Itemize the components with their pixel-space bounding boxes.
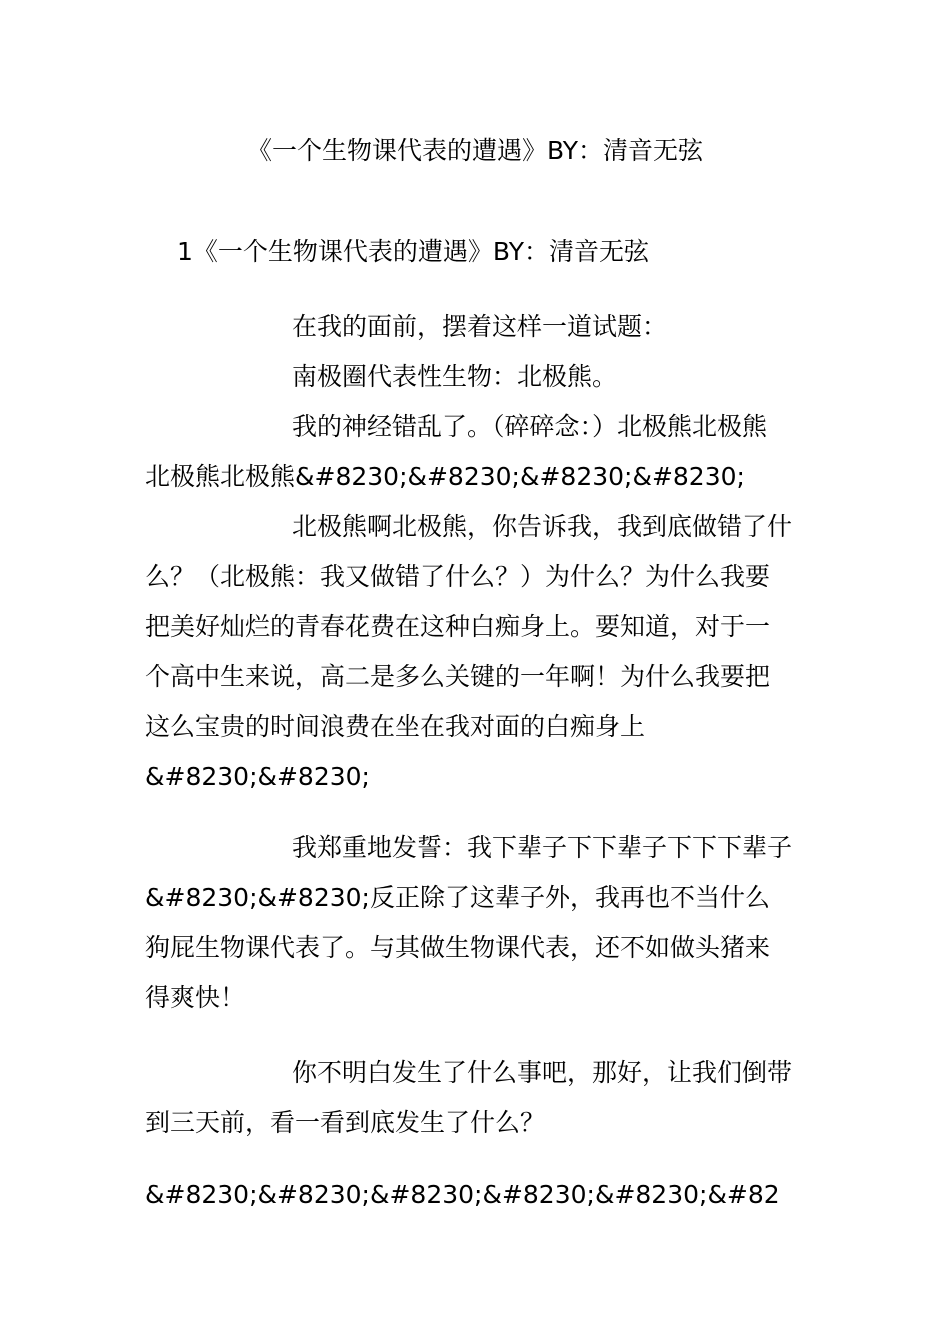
paragraph-line: &#8230;&#8230;反正除了这辈子外，我再也不当什么 xyxy=(145,883,770,912)
paragraph xyxy=(145,823,810,1023)
paragraph-line: 得爽快！ xyxy=(145,983,246,1012)
paragraph xyxy=(145,302,810,802)
paragraph-line: 这么宝贵的时间浪费在坐在我对面的白痴身上 xyxy=(145,712,646,741)
paragraph-line: 北极熊啊北极熊，你告诉我，我到底做错了什 xyxy=(292,512,793,541)
paragraph-line: 我的神经错乱了。（碎碎念：）北极熊北极熊 xyxy=(292,412,768,441)
paragraph-line: &#8230;&#8230;&#8230;&#8230;&#8230;&#82 xyxy=(145,1180,780,1209)
document-subtitle: 1《一个生物课代表的遭遇》BY：清音无弦 xyxy=(177,237,649,266)
paragraph xyxy=(145,1170,810,1220)
paragraph-line: 到三天前，看一看到底发生了什么？ xyxy=(145,1108,546,1137)
paragraph-line: 个高中生来说，高二是多么关键的一年啊！为什么我要把 xyxy=(145,662,771,691)
paragraph-line: &#8230;&#8230; xyxy=(145,762,370,791)
paragraph-line: 北极熊北极熊&#8230;&#8230;&#8230;&#8230; xyxy=(145,462,745,491)
paragraph-line: 我郑重地发誓：我下辈子下下辈子下下下辈子 xyxy=(292,833,793,862)
paragraph xyxy=(145,1048,810,1148)
paragraph-line: 么？（北极熊：我又做错了什么？）为什么？为什么我要 xyxy=(145,562,771,591)
paragraph-line: 在我的面前，摆着这样一道试题： xyxy=(292,312,668,341)
paragraph-line: 你不明白发生了什么事吧，那好，让我们倒带 xyxy=(292,1058,793,1087)
paragraph-line: 南极圈代表性生物：北极熊。 xyxy=(292,362,618,391)
document-title: 《一个生物课代表的遭遇》BY：清音无弦 xyxy=(246,136,704,165)
paragraph-line: 狗屁生物课代表了。与其做生物课代表，还不如做头猪来 xyxy=(145,933,771,962)
paragraph-line: 把美好灿烂的青春花费在这种白痴身上。要知道，对于一 xyxy=(145,612,771,641)
